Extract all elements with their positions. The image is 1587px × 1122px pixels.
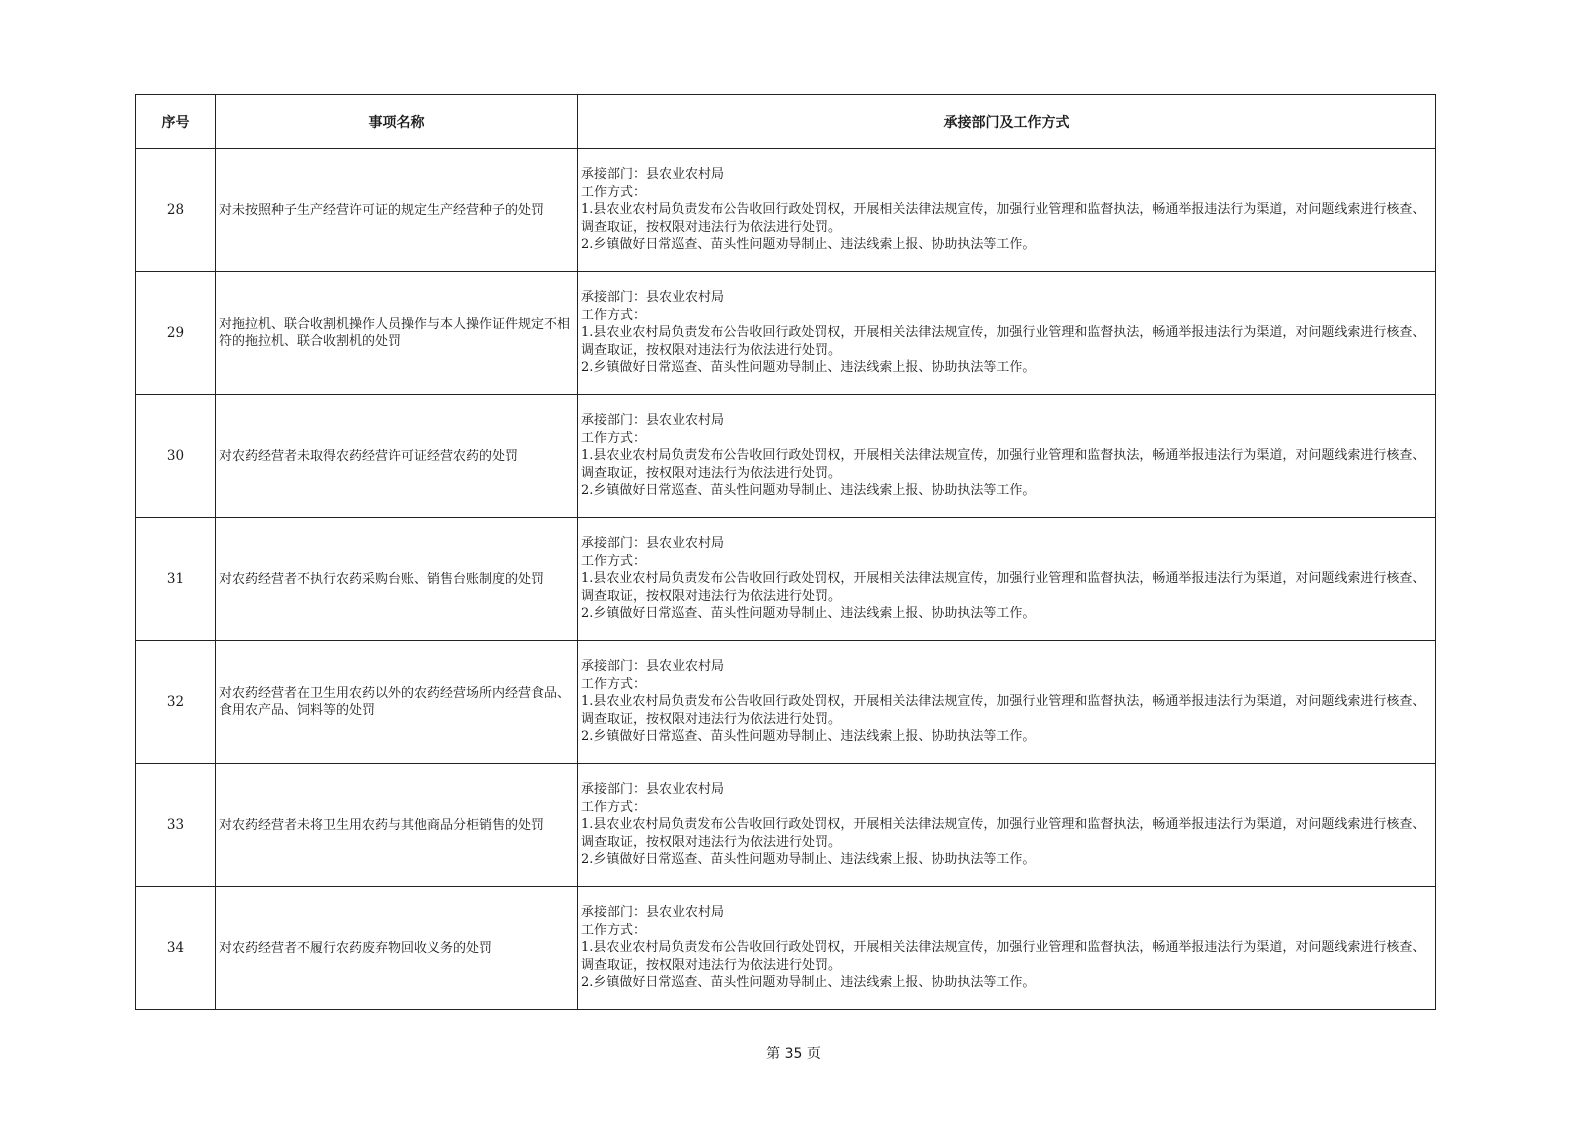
header-row <box>136 95 1436 149</box>
table-row <box>136 887 1436 1010</box>
dept-department: 承接部门：县农业农村局 <box>581 413 725 429</box>
dept-method-1: 1.县农业农村局负责发布公告收回行政处罚权，开展相关法律法规宣传，加强行业管理和监督执法，畅通举报违法行为渠道，对问题线索进行核查、调查取证，按权限对违法行为依法进行处罚。 <box>581 325 1426 358</box>
row-number: 31 <box>136 518 216 641</box>
header-dept: 承接部门及工作方式 <box>578 95 1436 149</box>
dept-method-label: 工作方式： <box>581 922 647 938</box>
dept-method-1: 1.县农业农村局负责发布公告收回行政处罚权，开展相关法律法规宣传，加强行业管理和监督执法，畅通举报违法行为渠道，对问题线索进行核查、调查取证，按权限对违法行为依法进行处罚。 <box>581 202 1426 235</box>
dept-cell <box>578 272 1436 395</box>
dept-department: 承接部门：县农业农村局 <box>581 905 725 921</box>
row-number: 28 <box>136 149 216 272</box>
item-name: 对农药经营者未取得农药经营许可证经营农药的处罚 <box>216 395 578 518</box>
table-row <box>136 395 1436 518</box>
dept-method-1: 1.县农业农村局负责发布公告收回行政处罚权，开展相关法律法规宣传，加强行业管理和监督执法，畅通举报违法行为渠道，对问题线索进行核查、调查取证，按权限对违法行为依法进行处罚。 <box>581 694 1426 727</box>
item-name: 对拖拉机、联合收割机操作人员操作与本人操作证件规定不相符的拖拉机、联合收割机的处罚 <box>216 272 578 395</box>
item-name: 对未按照种子生产经营许可证的规定生产经营种子的处罚 <box>216 149 578 272</box>
dept-department: 承接部门：县农业农村局 <box>581 536 725 552</box>
item-name: 对农药经营者不履行农药废弃物回收义务的处罚 <box>216 887 578 1010</box>
row-number: 29 <box>136 272 216 395</box>
dept-method-2: 2.乡镇做好日常巡查、苗头性问题劝导制止、违法线索上报、协助执法等工作。 <box>581 975 1036 991</box>
table-row <box>136 149 1436 272</box>
dept-method-label: 工作方式： <box>581 799 647 815</box>
item-name: 对农药经营者不执行农药采购台账、销售台账制度的处罚 <box>216 518 578 641</box>
dept-method-2: 2.乡镇做好日常巡查、苗头性问题劝导制止、违法线索上报、协助执法等工作。 <box>581 483 1036 499</box>
table-row <box>136 272 1436 395</box>
item-name: 对农药经营者未将卫生用农药与其他商品分柜销售的处罚 <box>216 764 578 887</box>
dept-method-label: 工作方式： <box>581 184 647 200</box>
dept-method-label: 工作方式： <box>581 676 647 692</box>
header-no: 序号 <box>136 95 216 149</box>
row-number: 33 <box>136 764 216 887</box>
dept-cell <box>578 641 1436 764</box>
dept-method-label: 工作方式： <box>581 553 647 569</box>
table-row <box>136 518 1436 641</box>
dept-method-1: 1.县农业农村局负责发布公告收回行政处罚权，开展相关法律法规宣传，加强行业管理和监督执法，畅通举报违法行为渠道，对问题线索进行核查、调查取证，按权限对违法行为依法进行处罚。 <box>581 817 1426 850</box>
table-body <box>136 149 1436 1010</box>
dept-method-label: 工作方式： <box>581 430 647 446</box>
table-row <box>136 764 1436 887</box>
items-table <box>135 94 1436 1010</box>
dept-method-label: 工作方式： <box>581 307 647 323</box>
dept-cell <box>578 518 1436 641</box>
table-row <box>136 641 1436 764</box>
page-number: 第 35 页 <box>766 1046 821 1062</box>
dept-department: 承接部门：县农业农村局 <box>581 290 725 306</box>
dept-cell <box>578 887 1436 1010</box>
dept-method-2: 2.乡镇做好日常巡查、苗头性问题劝导制止、违法线索上报、协助执法等工作。 <box>581 237 1036 253</box>
header-name: 事项名称 <box>216 95 578 149</box>
dept-cell <box>578 764 1436 887</box>
dept-department: 承接部门：县农业农村局 <box>581 782 725 798</box>
dept-method-1: 1.县农业农村局负责发布公告收回行政处罚权，开展相关法律法规宣传，加强行业管理和监督执法，畅通举报违法行为渠道，对问题线索进行核查、调查取证，按权限对违法行为依法进行处罚。 <box>581 940 1426 973</box>
dept-department: 承接部门：县农业农村局 <box>581 659 725 675</box>
table-header <box>136 95 1436 149</box>
dept-method-2: 2.乡镇做好日常巡查、苗头性问题劝导制止、违法线索上报、协助执法等工作。 <box>581 606 1036 622</box>
dept-method-2: 2.乡镇做好日常巡查、苗头性问题劝导制止、违法线索上报、协助执法等工作。 <box>581 360 1036 376</box>
row-number: 30 <box>136 395 216 518</box>
item-name: 对农药经营者在卫生用农药以外的农药经营场所内经营食品、食用农产品、饲料等的处罚 <box>216 641 578 764</box>
dept-department: 承接部门：县农业农村局 <box>581 167 725 183</box>
dept-method-2: 2.乡镇做好日常巡查、苗头性问题劝导制止、违法线索上报、协助执法等工作。 <box>581 729 1036 745</box>
dept-method-1: 1.县农业农村局负责发布公告收回行政处罚权，开展相关法律法规宣传，加强行业管理和监督执法，畅通举报违法行为渠道，对问题线索进行核查、调查取证，按权限对违法行为依法进行处罚。 <box>581 448 1426 481</box>
dept-cell <box>578 395 1436 518</box>
dept-cell <box>578 149 1436 272</box>
dept-method-2: 2.乡镇做好日常巡查、苗头性问题劝导制止、违法线索上报、协助执法等工作。 <box>581 852 1036 868</box>
dept-method-1: 1.县农业农村局负责发布公告收回行政处罚权，开展相关法律法规宣传，加强行业管理和监督执法，畅通举报违法行为渠道，对问题线索进行核查、调查取证，按权限对违法行为依法进行处罚。 <box>581 571 1426 604</box>
row-number: 32 <box>136 641 216 764</box>
row-number: 34 <box>136 887 216 1010</box>
